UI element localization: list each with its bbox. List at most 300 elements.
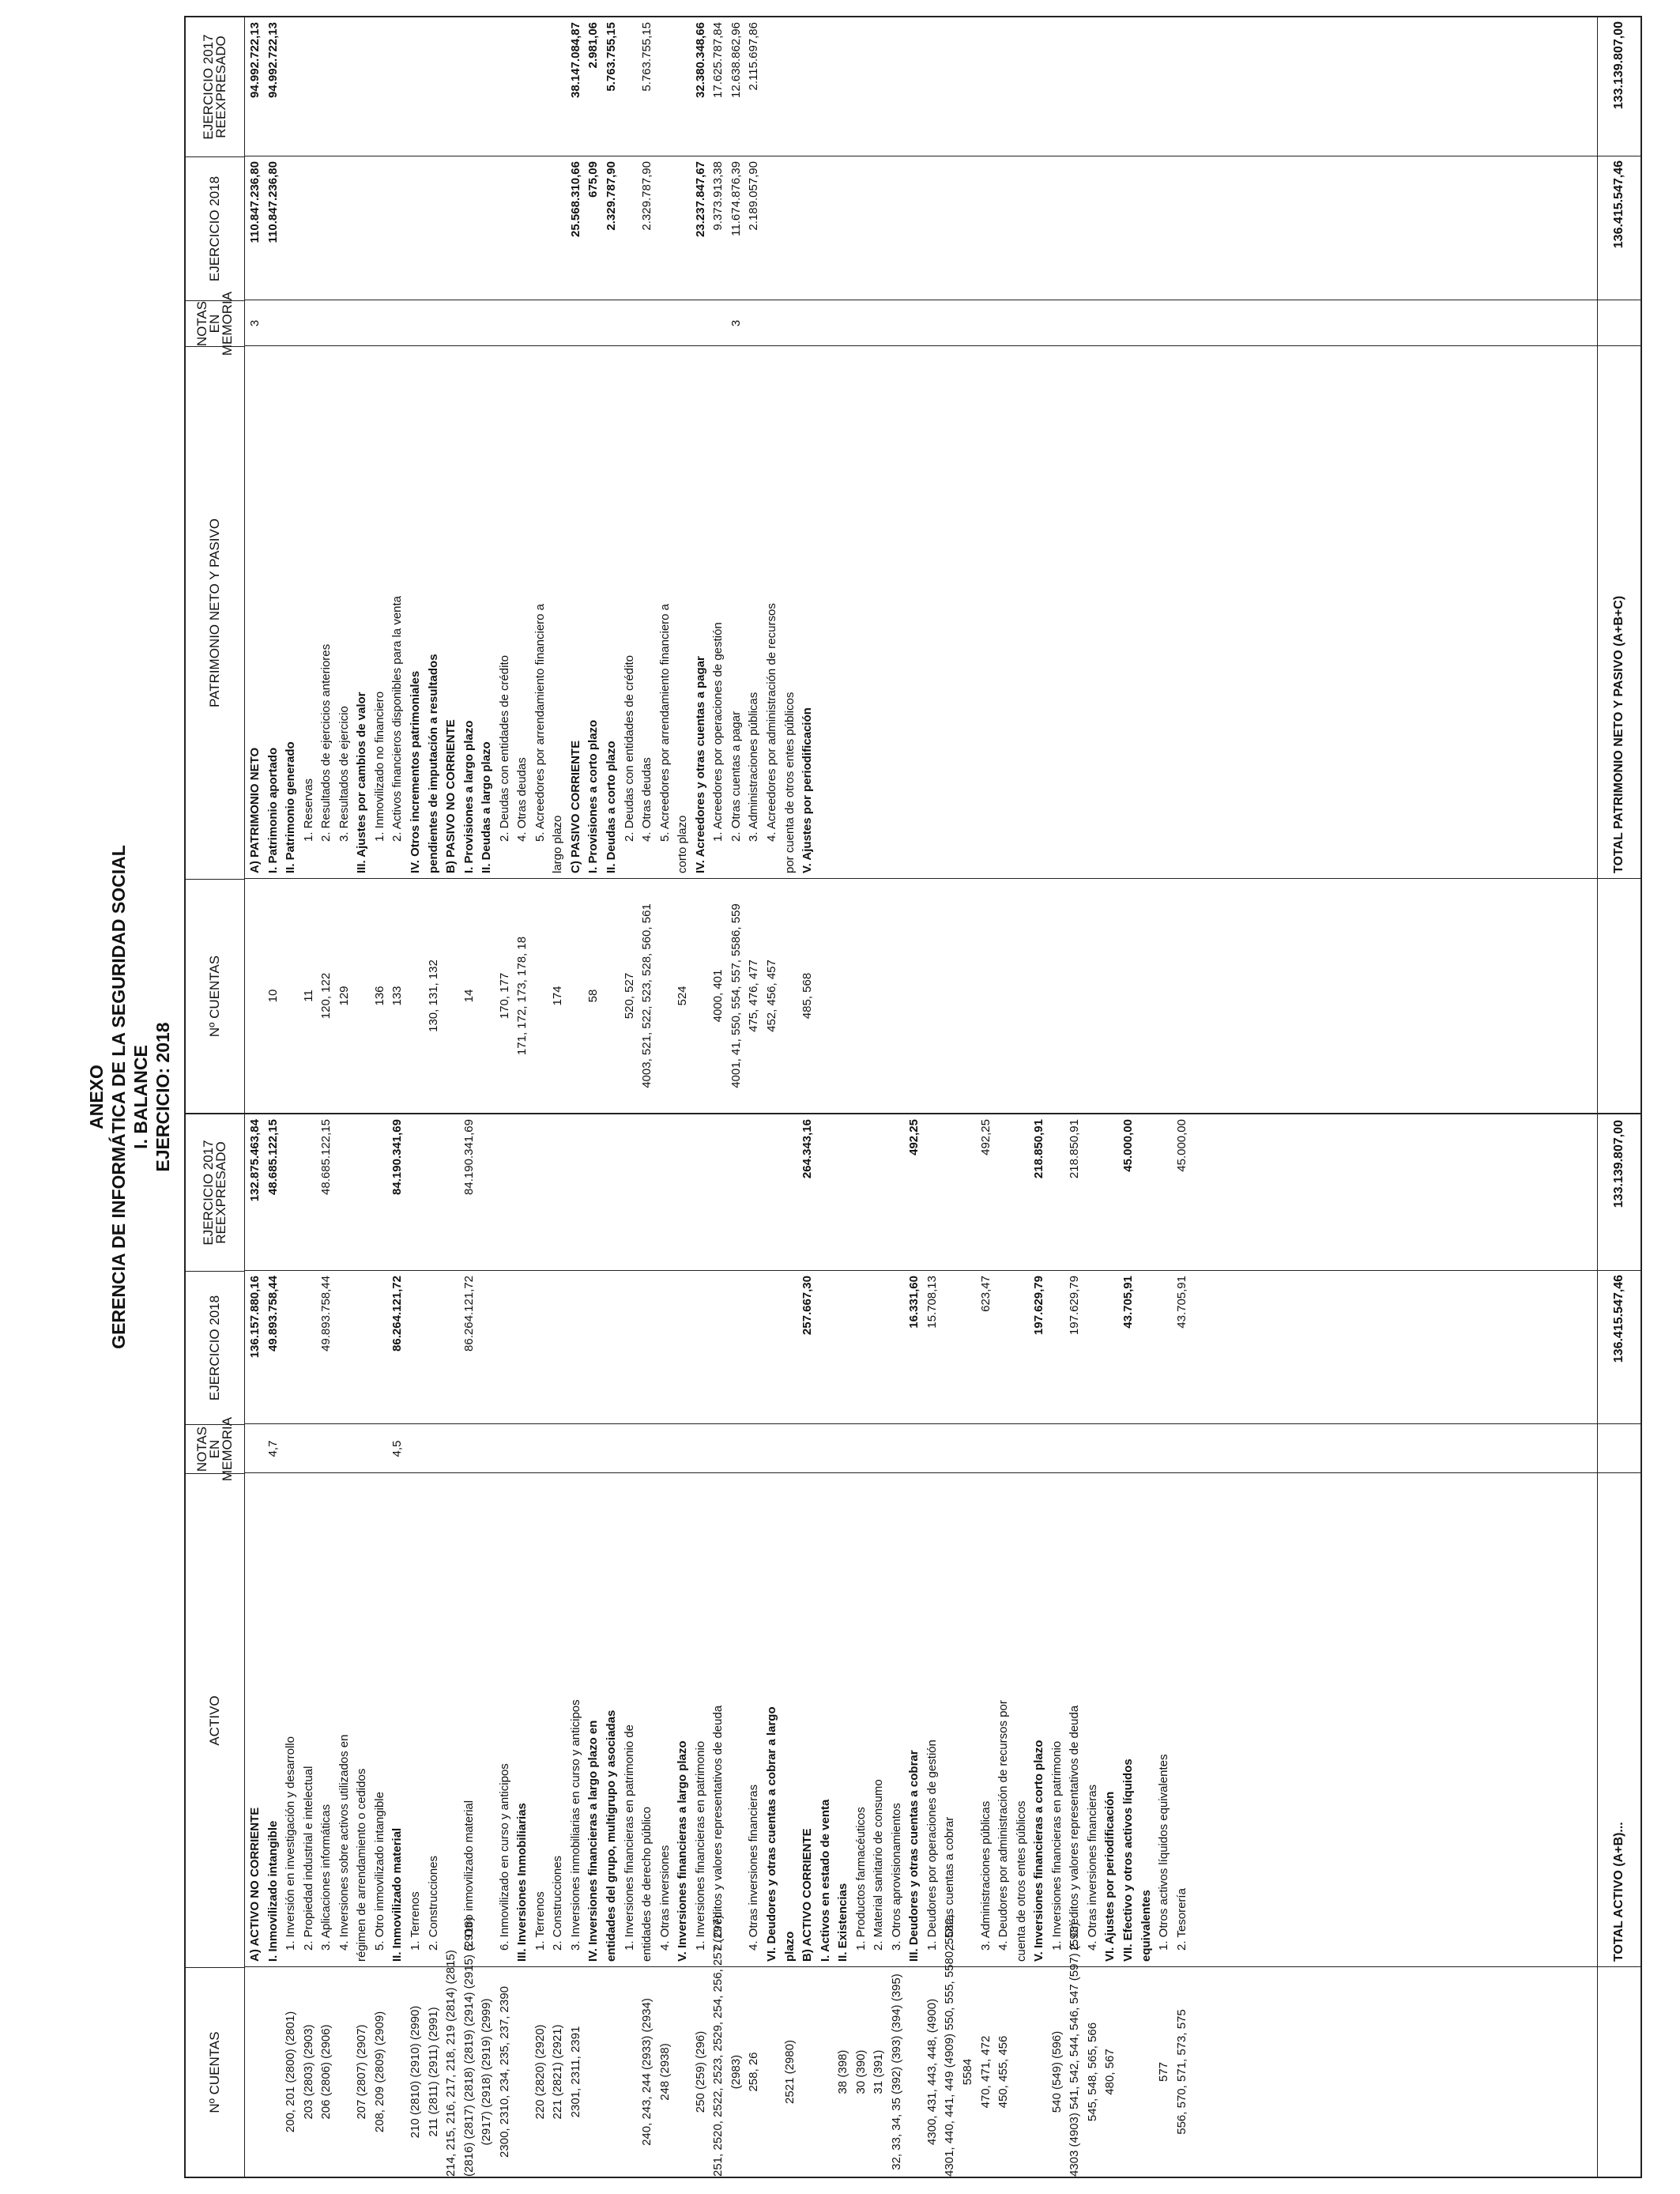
row-label: B) ACTIVO CORRIENTE <box>800 1828 815 1962</box>
row-label: III. Ajustes por cambios de valor <box>355 692 369 873</box>
table-row <box>603 17 620 1113</box>
activo-header <box>186 1114 245 2177</box>
account-codes: 120, 122 <box>319 972 333 1020</box>
account-codes: 577 <box>1157 2061 1171 2083</box>
row-label: I. Provisiones a corto plazo <box>586 719 601 873</box>
row-label: I. Activos en estado de venta <box>818 1799 832 1962</box>
row-label: A) ACTIVO NO CORRIENTE <box>248 1807 262 1962</box>
row-label: 3. Administraciones públicas <box>747 692 761 842</box>
value-2017: 45.000,00 <box>1121 1119 1135 1172</box>
pasivo-total-2017: 133.139.807,00 <box>1598 21 1640 156</box>
activo-section <box>186 1113 1640 2177</box>
table-row <box>799 17 816 1113</box>
table-row <box>657 1114 674 2177</box>
row-label: II. Patrimonio generado <box>284 741 298 873</box>
row-label: 3. Administraciones públicas <box>978 1800 993 1951</box>
account-codes: 2300, 2310, 234, 235, 237, 2390 <box>497 1986 511 2158</box>
account-codes: 130, 131, 132 <box>426 959 440 1032</box>
row-label: cuenta de otros entes públicos <box>1014 1800 1028 1962</box>
table-row <box>782 17 799 1113</box>
row-label: VI. Ajustes por periodificación <box>1103 1791 1117 1962</box>
row-label: 1. Otros activos líquidos equivalentes <box>1157 1754 1171 1951</box>
table-row <box>353 17 371 1113</box>
header-accounts: Nº CUENTAS <box>186 1967 244 2177</box>
row-label: 4. Otras inversiones financieras <box>747 1784 761 1951</box>
balance-table <box>184 16 1642 2178</box>
row-label: 5. Otro inmovilizado material <box>461 1800 476 1951</box>
table-row <box>692 17 710 1113</box>
row-label: 1. Inmovilizado no financiero <box>372 691 386 842</box>
activo-total-label: TOTAL ACTIVO (A+B)... <box>1612 1822 1625 1962</box>
row-label: 4. Inversiones sobre activos utilizados en <box>337 1734 351 1951</box>
account-codes: (2917) (2918) (2919) (2999) <box>480 1998 494 2146</box>
row-label: 6. Inmovilizado en curso y anticipos <box>497 1763 511 1951</box>
table-row <box>888 1114 906 2177</box>
statement-title: I. BALANCE <box>130 1045 151 1149</box>
account-codes: 5584 <box>961 2058 974 2086</box>
value-2018: 49.893.758,44 <box>319 1276 333 1351</box>
table-row <box>532 1114 549 2177</box>
table-row <box>728 17 745 1113</box>
value-2017: 264.343,16 <box>800 1119 815 1179</box>
table-row <box>514 17 531 1113</box>
activo-total-2018: 136.415.547,46 <box>1598 1275 1640 1424</box>
row-label: largo plazo <box>551 815 565 873</box>
table-row <box>336 17 353 1113</box>
header-year-2017: EJERCICIO 2017 REEXPRESADO <box>201 1140 228 1246</box>
row-label: 2. Otras cuentas a cobrar <box>943 1816 957 1951</box>
table-row <box>389 17 406 1113</box>
row-label: III. Deudores y otras cuentas a cobrar <box>907 1750 921 1962</box>
row-label: 3. Inversiones inmobiliarias en curso y anticipos <box>568 1699 582 1951</box>
table-row <box>407 1114 424 2177</box>
table-row <box>282 1114 299 2177</box>
row-label: 4. Otras inversiones <box>657 1845 672 1951</box>
value-2018: 16.331,60 <box>907 1276 921 1329</box>
table-row <box>603 1114 620 2177</box>
value-2017: 84.190.341,69 <box>461 1119 476 1195</box>
year-title: EJERCICIO: 2018 <box>153 1022 173 1172</box>
value-2017: 218.850,91 <box>1032 1119 1046 1179</box>
value-2018: 11.674.876,39 <box>729 161 743 236</box>
row-label: 2. Resultados de ejercicios anteriores <box>319 643 333 842</box>
table-row <box>247 1114 264 2177</box>
account-codes: 136 <box>372 986 386 1006</box>
row-label: 1. Inversiones financieras en patrimonio <box>693 1740 707 1951</box>
account-codes: 30 (390) <box>853 2049 868 2094</box>
table-row <box>674 1114 691 2177</box>
account-codes: 4000, 401 <box>711 969 725 1023</box>
table-row <box>567 17 585 1113</box>
table-row <box>549 1114 567 2177</box>
table-row <box>247 17 264 1113</box>
row-label: 2. Tesorería <box>1174 1888 1188 1951</box>
table-row <box>265 17 282 1113</box>
account-codes: 170, 177 <box>497 972 511 1020</box>
header-year-2017: EJERCICIO 2017 REEXPRESADO <box>201 34 228 140</box>
table-row <box>621 17 638 1113</box>
header-accounts: Nº CUENTAS <box>186 879 244 1113</box>
value-2017: 132.875.463,84 <box>248 1119 262 1202</box>
table-row <box>389 1114 406 2177</box>
row-label: V. Inversiones financieras a largo plazo <box>676 1740 690 1962</box>
row-label: 4. Acreedores por administración de recursos <box>764 603 778 842</box>
table-row <box>657 17 674 1113</box>
account-codes: 174 <box>551 986 565 1006</box>
account-codes: 214, 215, 216, 217, 218, 219 (2814) (2815) <box>444 1950 458 2177</box>
table-row <box>817 1114 834 2177</box>
account-codes: 520, 527 <box>622 972 636 1020</box>
row-label: 1. Inversiones financieras en patrimonio de <box>622 1725 636 1951</box>
pasivo-rows <box>245 17 1598 1113</box>
row-label: III. Inversiones Inmobiliarias <box>515 1803 529 1962</box>
header-liability: PATRIMONIO NETO Y PASIVO <box>186 346 244 879</box>
row-label: 1. Terrenos <box>408 1891 422 1951</box>
account-codes: 475, 476, 477 <box>747 959 761 1032</box>
account-codes: 10 <box>266 989 280 1003</box>
table-row <box>407 17 424 1113</box>
table-row <box>870 1114 887 2177</box>
pasivo-header <box>186 17 245 1113</box>
row-label: 1. Deudores por operaciones de gestión <box>925 1740 939 1951</box>
account-codes: 211 (2811) (2911) (2991) <box>426 2007 440 2137</box>
row-label: 2. Material sanitario de consumo <box>872 1779 886 1951</box>
value-2018: 2.329.787,90 <box>605 161 618 231</box>
row-label: 2. Créditos y valores representativos de deuda <box>1068 1705 1082 1951</box>
table-row <box>514 1114 531 2177</box>
account-codes: 14 <box>461 989 476 1003</box>
row-label: plazo <box>782 1931 797 1962</box>
table-row <box>425 17 443 1113</box>
value-2018: 197.629,79 <box>1068 1276 1082 1336</box>
account-codes: 11 <box>301 990 315 1002</box>
row-label: 2. Deudas con entidades de crédito <box>622 655 636 842</box>
row-note: 3 <box>729 319 743 327</box>
value-2017: 12.638.862,96 <box>729 22 743 98</box>
row-note: 3 <box>248 319 262 327</box>
value-2017: 32.380.348,66 <box>693 22 707 98</box>
row-label: II. Deudas a largo plazo <box>480 741 494 873</box>
row-label: por cuenta de otros entes públicos <box>782 692 797 873</box>
row-label: B) PASIVO NO CORRIENTE <box>444 719 458 873</box>
table-row <box>1173 1114 1191 2177</box>
row-label: 4. Otras deudas <box>640 757 654 842</box>
activo-total-2017: 133.139.807,00 <box>1598 1120 1640 1271</box>
value-2017: 5.763.755,15 <box>605 22 618 92</box>
row-label: 2. Activos financieros disponibles para la venta <box>390 595 405 842</box>
value-2018: 110.847.236,80 <box>266 161 280 243</box>
table-row <box>318 1114 335 2177</box>
row-label: 3. Resultados de ejercicio <box>337 706 351 842</box>
activo-total-row <box>1597 1114 1640 2177</box>
value-2018: 86.264.121,72 <box>461 1276 476 1351</box>
table-row <box>549 17 567 1113</box>
row-label: V. Ajustes por periodificación <box>800 707 815 873</box>
account-codes: 250 (259) (296) <box>693 2030 707 2113</box>
value-2018: 86.264.121,72 <box>390 1276 405 1351</box>
table-row <box>728 1114 745 2177</box>
table-row <box>1084 1114 1102 2177</box>
account-codes: 220 (2820) (2920) <box>533 2024 547 2120</box>
row-label: 5. Acreedores por arrendamiento financiero a <box>533 603 547 842</box>
value-2017: 48.685.122,15 <box>266 1119 280 1195</box>
account-codes: 58 <box>586 989 601 1003</box>
value-2017: 17.625.787,84 <box>711 22 725 98</box>
account-codes: 38 (398) <box>836 2049 850 2094</box>
account-codes: 4300, 431, 443, 448, (4900) <box>925 1998 939 2146</box>
table-row <box>763 17 781 1113</box>
table-row <box>692 1114 710 2177</box>
row-label: VII. Efectivo y otros activos líquidos <box>1121 1759 1135 1962</box>
table-row <box>638 17 656 1113</box>
account-codes: 2521 (2980) <box>782 2040 797 2104</box>
table-row <box>585 1114 602 2177</box>
account-codes: 524 <box>676 986 690 1006</box>
row-label: 1. Inversiones financieras en patrimonio <box>1049 1740 1064 1951</box>
row-label: entidades de derecho público <box>640 1807 654 1962</box>
table-row <box>371 17 389 1113</box>
value-2017: 45.000,00 <box>1174 1119 1188 1172</box>
pasivo-total-2018: 136.415.547,46 <box>1598 160 1640 300</box>
table-row <box>461 1114 478 2177</box>
value-2017: 84.190.341,69 <box>390 1119 405 1195</box>
value-2018: 110.847.236,80 <box>248 161 262 243</box>
account-codes: 470, 471, 472 <box>978 2035 993 2109</box>
header-notes: NOTAS EN MEMORIA <box>186 300 244 346</box>
table-row <box>1049 1114 1066 2177</box>
row-label: corto plazo <box>676 815 690 873</box>
account-codes: 206 (2806) (2906) <box>319 2024 333 2120</box>
row-label: 2. Deudas con entidades de crédito <box>497 655 511 842</box>
value-2018: 49.893.758,44 <box>266 1276 280 1351</box>
account-codes: 203 (2803) (2903) <box>301 2024 315 2120</box>
row-label: 1. Reservas <box>301 778 315 842</box>
account-codes: 450, 455, 456 <box>996 2035 1011 2109</box>
table-row <box>496 1114 514 2177</box>
account-codes: (2983) <box>729 2054 743 2090</box>
row-label: IV. Acreedores y otras cuentas a pagar <box>693 656 707 873</box>
account-codes: 208, 209 (2809) (2909) <box>372 2011 386 2133</box>
row-label: pendientes de imputación a resultados <box>426 654 440 873</box>
table-row <box>567 1114 585 2177</box>
table-row <box>745 1114 763 2177</box>
value-2018: 43.705,91 <box>1121 1276 1135 1329</box>
value-2018: 197.629,79 <box>1032 1276 1046 1336</box>
pasivo-total-label: TOTAL PATRIMONIO NETO Y PASIVO (A+B+C) <box>1612 595 1625 873</box>
account-codes: 485, 568 <box>800 972 815 1020</box>
table-row <box>1013 1114 1030 2177</box>
table-row <box>621 1114 638 2177</box>
row-label: II. Existencias <box>836 1883 850 1962</box>
annex-title: ANEXO <box>86 1065 107 1129</box>
account-codes: 556, 570, 571, 573, 575 <box>1174 2009 1188 2135</box>
value-2017: 492,25 <box>907 1119 921 1155</box>
value-2018: 25.568.310,66 <box>568 161 582 237</box>
table-row <box>282 17 299 1113</box>
value-2017: 2.115.697,86 <box>747 22 761 91</box>
account-codes: 540 (549) (596) <box>1049 2030 1064 2113</box>
table-row <box>1030 1114 1048 2177</box>
value-2018: 623,47 <box>978 1276 993 1312</box>
header-year-2018: EJERCICIO 2018 <box>186 156 244 300</box>
row-label: 2. Otras cuentas a pagar <box>729 711 743 842</box>
table-row <box>959 1114 977 2177</box>
value-2017: 38.147.084,87 <box>568 22 582 98</box>
table-row <box>443 1114 460 2177</box>
account-codes: 4301, 440, 441, 449 (4909) 550, 555, 5580, 5582, <box>943 1914 957 2177</box>
value-2017: 94.992.722,13 <box>266 22 280 98</box>
account-codes: 545, 548, 565, 566 <box>1085 2022 1099 2122</box>
row-label: 1. Acreedores por operaciones de gestión <box>711 622 725 842</box>
account-codes: 240, 243, 244 (2933) (2934) <box>640 1998 654 2146</box>
value-2017: 2.981,06 <box>586 22 601 69</box>
table-row <box>799 1114 816 2177</box>
row-label: IV. Inversiones financieras a largo plazo en <box>586 1720 601 1962</box>
table-row <box>318 17 335 1113</box>
table-row <box>638 1114 656 2177</box>
row-label: 1. Inversión en investigación y desarrollo <box>284 1736 298 1951</box>
row-label: I. Inmovilizado intangible <box>266 1820 280 1962</box>
row-label: 2. Construcciones <box>426 1855 440 1951</box>
table-row <box>425 1114 443 2177</box>
value-2018: 675,09 <box>586 161 601 198</box>
table-row <box>995 1114 1012 2177</box>
table-row <box>906 1114 923 2177</box>
table-row <box>265 1114 282 2177</box>
table-row <box>977 1114 995 2177</box>
value-2017: 48.685.122,15 <box>319 1119 333 1195</box>
row-label: I. Patrimonio aportado <box>266 747 280 873</box>
table-row <box>924 1114 941 2177</box>
row-note: 4,5 <box>390 1440 405 1457</box>
table-row <box>371 1114 389 2177</box>
row-label: A) PATRIMONIO NETO <box>248 747 262 873</box>
table-row <box>745 17 763 1113</box>
value-2018: 2.189.057,90 <box>747 161 761 231</box>
table-row <box>461 17 478 1113</box>
account-codes: 248 (2938) <box>657 2043 672 2101</box>
table-row <box>1155 1114 1173 2177</box>
table-row <box>1102 1114 1119 2177</box>
value-2018: 9.373.913,38 <box>711 161 725 231</box>
table-row <box>496 17 514 1113</box>
account-codes: 480, 567 <box>1103 2049 1117 2095</box>
row-label: II. Deudas a corto plazo <box>605 741 618 873</box>
table-row <box>763 1114 781 2177</box>
value-2018: 15.708,13 <box>925 1276 939 1329</box>
table-row <box>834 1114 852 2177</box>
row-label: 2. Créditos y valores representativos de deuda <box>711 1705 725 1951</box>
header-year-2018: EJERCICIO 2018 <box>186 1271 244 1424</box>
row-label: I. Provisiones a largo plazo <box>461 720 476 873</box>
value-2017: 94.992.722,13 <box>248 22 262 98</box>
value-2018: 136.157.880,16 <box>248 1276 262 1359</box>
row-label: VI. Deudores y otras cuentas a cobrar a largo <box>764 1706 778 1962</box>
header-asset: ACTIVO <box>186 1473 244 1967</box>
table-row <box>300 1114 318 2177</box>
row-label: régimen de arrendamiento o cedidos <box>355 1768 369 1962</box>
account-codes: 251, 2520, 2522, 2523, 2529, 254, 256, 257 (297) <box>711 1914 725 2177</box>
table-row <box>941 1114 959 2177</box>
value-2017: 492,25 <box>978 1119 993 1155</box>
table-row <box>585 17 602 1113</box>
row-note: 4,7 <box>266 1440 280 1457</box>
account-codes: 2301, 2311, 2391 <box>568 2026 582 2118</box>
row-label: 4. Otras deudas <box>515 757 529 842</box>
row-label: equivalentes <box>1139 1890 1153 1962</box>
account-codes: 129 <box>337 986 351 1006</box>
row-label: 2. Propiedad industrial e intelectual <box>301 1766 315 1951</box>
row-label: 1. Productos farmacéuticos <box>853 1807 868 1951</box>
activo-rows <box>245 1114 1598 2177</box>
account-codes: 4003, 521, 522, 523, 528, 560, 561 <box>640 903 654 1088</box>
row-label: 3. Aplicaciones informáticas <box>319 1804 333 1951</box>
account-codes: 200, 201 (2800) (2801) <box>284 2011 298 2133</box>
table-row <box>710 1114 727 2177</box>
table-row <box>443 17 460 1113</box>
row-label: 3. Otros aprovisionamientos <box>889 1803 903 1951</box>
value-2017: 218.850,91 <box>1068 1119 1082 1179</box>
document-titles <box>85 0 174 2194</box>
row-label: entidades del grupo, multigrupo y asociadas <box>605 1710 618 1962</box>
pasivo-section <box>186 17 1640 1113</box>
row-label: 2. Construcciones <box>551 1855 565 1951</box>
account-codes: 171, 172, 173, 178, 18 <box>515 936 529 1056</box>
value-2017: 5.763.755,15 <box>640 22 654 92</box>
value-2018: 257.667,30 <box>800 1276 815 1336</box>
table-row <box>353 1114 371 2177</box>
table-row <box>1066 1114 1083 2177</box>
header-notes: NOTAS EN MEMORIA <box>186 1424 244 1473</box>
account-codes: 133 <box>390 986 405 1006</box>
account-codes: (2816) (2817) (2818) (2819) (2914) (2915) (2916) <box>461 1917 476 2177</box>
table-row <box>478 1114 495 2177</box>
row-label: IV. Otros incrementos patrimoniales <box>408 670 422 873</box>
table-row <box>300 17 318 1113</box>
table-row <box>782 1114 799 2177</box>
table-row <box>1120 1114 1137 2177</box>
account-codes: 4001, 41, 550, 554, 557, 5586, 559 <box>729 903 743 1088</box>
account-codes: 221 (2821) (2921) <box>551 2024 565 2120</box>
row-label: 4. Deudores por administración de recursos por <box>996 1700 1011 1951</box>
table-row <box>336 1114 353 2177</box>
account-codes: 210 (2810) (2910) (2990) <box>408 2005 422 2139</box>
table-row <box>532 17 549 1113</box>
row-label: V. Inversiones financieras a corto plazo <box>1032 1740 1046 1962</box>
account-codes: 32, 33, 34, 35 (392) (393) (394) (395) <box>889 1973 903 2170</box>
account-codes: 31 (391) <box>872 2049 886 2094</box>
row-label: 5. Otro inmovilizado intangible <box>372 1792 386 1951</box>
account-codes: 207 (2807) (2907) <box>355 2024 369 2120</box>
pasivo-total-row <box>1597 17 1640 1113</box>
table-row <box>478 17 495 1113</box>
value-2018: 43.705,91 <box>1174 1276 1188 1329</box>
row-label: 4. Otras inversiones financieras <box>1085 1784 1099 1951</box>
table-row <box>674 17 691 1113</box>
row-label: 5. Acreedores por arrendamiento financiero a <box>657 603 672 842</box>
row-label: II. Inmovilizado material <box>390 1827 405 1962</box>
account-codes: 4303 (4903) 541, 542, 544, 546, 547 (597) (598) <box>1068 1922 1082 2177</box>
value-2018: 2.329.787,90 <box>640 161 654 231</box>
account-codes: 452, 456, 457 <box>764 959 778 1032</box>
table-row <box>853 1114 870 2177</box>
table-row <box>710 17 727 1113</box>
value-2018: 23.237.847,67 <box>693 161 707 237</box>
row-label: C) PASIVO CORRIENTE <box>568 740 582 873</box>
account-codes: 258, 26 <box>747 2052 761 2092</box>
table-row <box>1138 1114 1155 2177</box>
entity-title: GERENCIA DE INFORMÁTICA DE LA SEGURIDAD SOCIAL <box>108 845 129 1349</box>
